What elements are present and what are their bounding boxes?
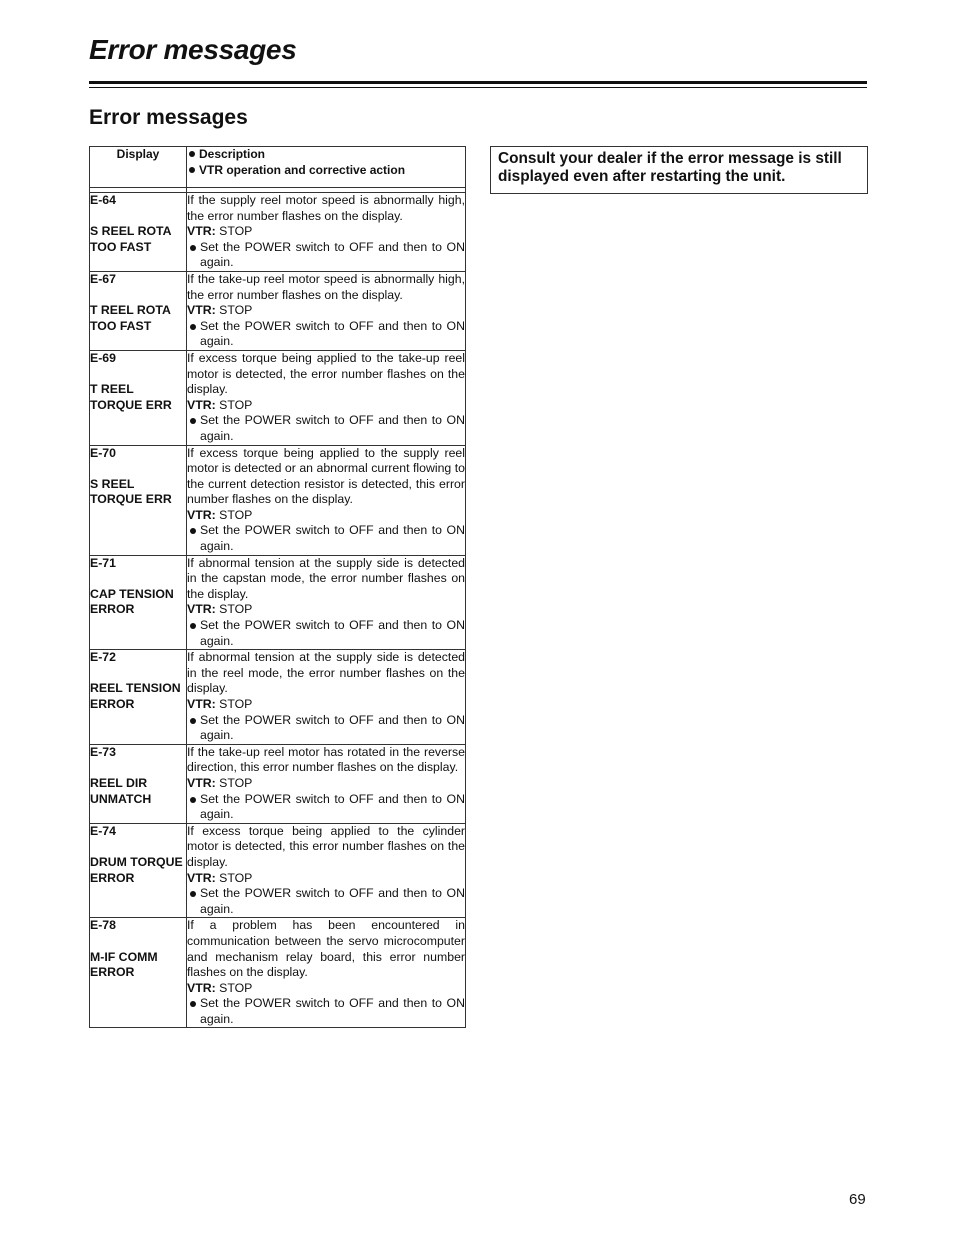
corrective-action: Set the POWER switch to OFF and then to ON again. bbox=[187, 523, 465, 554]
corrective-action: Set the POWER switch to OFF and then to ON again. bbox=[187, 618, 465, 649]
error-description: If the take-up reel motor speed is abnormally high, the error number flashes on the display. bbox=[187, 271, 465, 302]
table-row bbox=[90, 271, 466, 350]
table-header-row bbox=[90, 147, 466, 188]
header-rule-thin bbox=[89, 87, 867, 88]
error-description-cell bbox=[187, 350, 466, 445]
vtr-label: VTR: bbox=[187, 980, 216, 995]
error-code: E-70 bbox=[90, 445, 116, 460]
error-description-cell bbox=[187, 650, 466, 745]
vtr-operation bbox=[187, 871, 465, 887]
table-row bbox=[90, 650, 466, 745]
vtr-operation bbox=[187, 303, 465, 319]
error-name: CAP TENSION ERROR bbox=[90, 586, 174, 617]
error-display-cell bbox=[90, 744, 187, 823]
error-description: If the supply reel motor speed is abnormally high, the error number flashes on the display. bbox=[187, 193, 465, 223]
error-display-cell bbox=[90, 445, 187, 555]
error-display-cell bbox=[90, 650, 187, 745]
header-description-line bbox=[187, 147, 465, 163]
corrective-action: Set the POWER switch to OFF and then to ON again. bbox=[187, 886, 465, 917]
corrective-action: Set the POWER switch to OFF and then to ON again. bbox=[187, 413, 465, 444]
error-code: E-74 bbox=[90, 823, 116, 838]
error-description: If abnormal tension at the supply side is detected in the reel mode, the error number flashes on the display. bbox=[187, 650, 465, 696]
error-code: E-71 bbox=[90, 555, 116, 570]
error-display-cell bbox=[90, 271, 187, 350]
table-row bbox=[90, 918, 466, 1028]
error-code: E-64 bbox=[90, 193, 116, 207]
corrective-action: Set the POWER switch to OFF and then to ON again. bbox=[187, 319, 465, 350]
table-row bbox=[90, 744, 466, 823]
vtr-value: STOP bbox=[219, 397, 253, 412]
error-code: E-67 bbox=[90, 271, 116, 286]
error-display-cell bbox=[90, 555, 187, 650]
error-code: E-73 bbox=[90, 744, 116, 759]
vtr-value: STOP bbox=[219, 602, 253, 617]
table-row bbox=[90, 445, 466, 555]
vtr-value: STOP bbox=[219, 697, 253, 711]
error-code: E-72 bbox=[90, 650, 116, 665]
vtr-value: STOP bbox=[219, 303, 253, 318]
error-description-cell bbox=[187, 271, 466, 350]
vtr-value: STOP bbox=[219, 870, 253, 885]
error-display-cell bbox=[90, 918, 187, 1028]
error-description: If excess torque being applied to the take-up reel motor is detected, the error number flashes on the display. bbox=[187, 350, 465, 397]
bullet-icon bbox=[189, 167, 195, 173]
vtr-operation bbox=[187, 508, 465, 524]
error-table bbox=[89, 146, 466, 1028]
corrective-action: Set the POWER switch to OFF and then to ON again. bbox=[187, 792, 465, 823]
error-description: If excess torque being applied to the supply reel motor is detected or an abnormal current flowing to the current detection resistor is detected, this error number flashes on the display. bbox=[187, 445, 465, 507]
error-description-cell bbox=[187, 193, 466, 272]
error-name: S REEL ROTA TOO FAST bbox=[90, 224, 172, 254]
error-name: REEL DIR UNMATCH bbox=[90, 775, 152, 806]
error-name: REEL TENSION ERROR bbox=[90, 681, 181, 711]
error-description-cell bbox=[187, 823, 466, 918]
error-description-cell bbox=[187, 555, 466, 650]
error-name: S REEL TORQUE ERR bbox=[90, 476, 172, 507]
header-vtr-line bbox=[187, 163, 465, 179]
page-number: 69 bbox=[849, 1191, 866, 1208]
page-title: Error messages bbox=[89, 34, 297, 65]
error-description: If excess torque being applied to the cylinder motor is detected, this error number flashes on the display. bbox=[187, 823, 465, 869]
vtr-value: STOP bbox=[219, 507, 253, 522]
vtr-value: STOP bbox=[219, 775, 253, 790]
vtr-label: VTR: bbox=[187, 870, 216, 885]
error-display-cell bbox=[90, 193, 187, 272]
vtr-operation bbox=[187, 398, 465, 414]
vtr-label: VTR: bbox=[187, 775, 216, 790]
corrective-action: Set the POWER switch to OFF and then to ON again. bbox=[187, 240, 465, 271]
error-description: If the take-up reel motor has rotated in the reverse direction, this error number flashes on the display. bbox=[187, 744, 465, 775]
error-description-cell bbox=[187, 744, 466, 823]
vtr-value: STOP bbox=[219, 980, 253, 995]
vtr-operation bbox=[187, 602, 465, 618]
error-description: If a problem has been encountered in communication between the servo microcomputer and mechanism relay board, this error number flashes on the display. bbox=[187, 918, 465, 980]
error-description-cell bbox=[187, 445, 466, 555]
vtr-label: VTR: bbox=[187, 303, 216, 318]
error-name: M-IF COMM ERROR bbox=[90, 949, 158, 980]
vtr-label: VTR: bbox=[187, 697, 216, 711]
error-description: If abnormal tension at the supply side is detected in the capstan mode, the error number flashes on the display. bbox=[187, 555, 465, 601]
error-name: T REEL TORQUE ERR bbox=[90, 382, 172, 412]
error-code: E-78 bbox=[90, 918, 116, 933]
header-description: Description bbox=[199, 147, 266, 161]
error-code: E-69 bbox=[90, 350, 116, 365]
error-display-cell bbox=[90, 823, 187, 918]
table-row bbox=[90, 193, 466, 272]
header-vtr: VTR operation and corrective action bbox=[199, 162, 406, 177]
bullet-icon bbox=[189, 151, 195, 157]
error-display-cell bbox=[90, 350, 187, 445]
vtr-operation bbox=[187, 981, 465, 997]
table-row bbox=[90, 823, 466, 918]
error-name: T REEL ROTA TOO FAST bbox=[90, 303, 171, 333]
header-rule-thick bbox=[89, 81, 867, 84]
table-row bbox=[90, 555, 466, 650]
section-title: Error messages bbox=[89, 106, 248, 129]
error-description-cell bbox=[187, 918, 466, 1028]
header-display: Display bbox=[90, 147, 187, 188]
header-description-cell bbox=[187, 147, 466, 188]
vtr-label: VTR: bbox=[187, 397, 216, 412]
corrective-action: Set the POWER switch to OFF and then to ON again. bbox=[187, 713, 465, 744]
vtr-value: STOP bbox=[219, 224, 253, 239]
vtr-label: VTR: bbox=[187, 507, 216, 522]
table-row bbox=[90, 350, 466, 445]
vtr-operation bbox=[187, 697, 465, 713]
vtr-label: VTR: bbox=[187, 602, 216, 617]
vtr-label: VTR: bbox=[187, 224, 216, 239]
corrective-action: Set the POWER switch to OFF and then to ON again. bbox=[187, 996, 465, 1027]
table-body bbox=[90, 193, 466, 1028]
consult-dealer-note: Consult your dealer if the error message is still displayed even after restarting the unit. bbox=[490, 146, 868, 194]
vtr-operation bbox=[187, 776, 465, 792]
error-name: DRUM TORQUE ERROR bbox=[90, 854, 183, 885]
vtr-operation bbox=[187, 224, 465, 240]
